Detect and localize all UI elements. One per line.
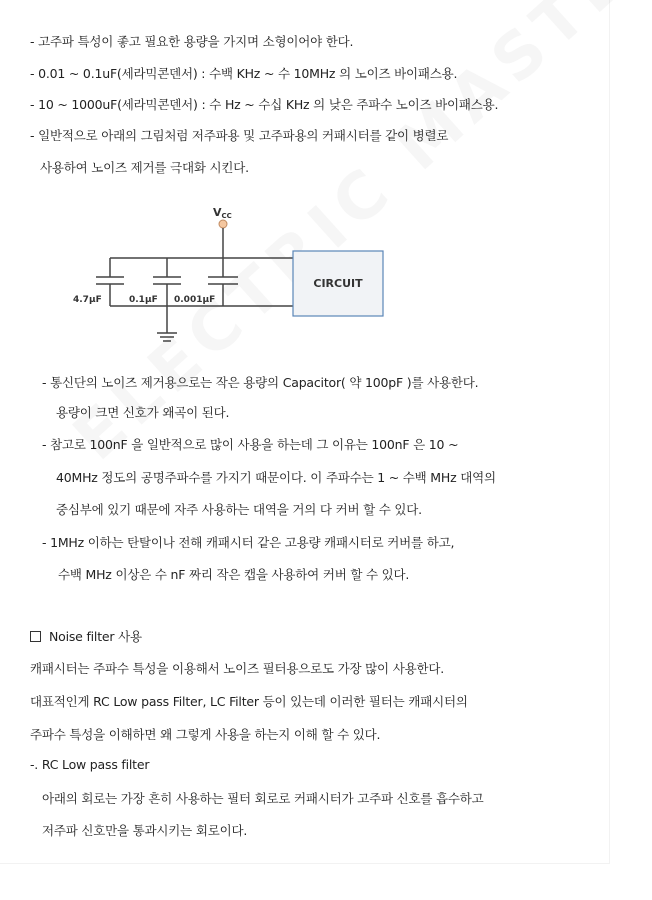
text-line: 용량이 크면 신호가 왜곡이 된다. — [56, 405, 230, 420]
text-line: - 1MHz 이하는 탄탈이나 전해 캐패시터 같은 고용량 캐패시터로 커버를 하고, — [42, 535, 455, 550]
text-line: - 10 ~ 1000uF(세라믹콘덴서) : 수 Hz ~ 수십 KHz 의 낮은 주파수 노이즈 바이패스용. — [30, 97, 499, 112]
section-heading: Noise filter 사용 — [30, 627, 142, 645]
text-line: 40MHz 정도의 공명주파수를 가지기 때문이다. 이 주파수는 1 ~ 수백 MHz 대역의 — [56, 470, 496, 485]
text-line: - 통신단의 노이즈 제거용으로는 작은 용량의 Capacitor( 약 100pF )를 사용한다. — [42, 375, 479, 390]
text-line: - 일반적으로 아래의 그림처럼 저주파용 및 고주파용의 커패시터를 같이 병렬로 — [30, 128, 449, 143]
text-line: 캐패시터는 주파수 특성을 이용해서 노이즈 필터용으로도 가장 많이 사용한다. — [30, 661, 444, 676]
text-line: 수백 MHz 이상은 수 nF 짜리 작은 캡을 사용하여 커버 할 수 있다. — [58, 567, 410, 582]
text-line: 저주파 신호만을 통과시키는 회로이다. — [42, 823, 248, 838]
text-line: 대표적인게 RC Low pass Filter, LC Filter 등이 있는데 이러한 필터는 캐패시터의 — [30, 694, 468, 709]
capacitor-circuit-diagram — [60, 190, 400, 350]
text-line: 주파수 특성을 이해하면 왜 그렇게 사용을 하는지 이해 할 수 있다. — [30, 727, 381, 742]
text-line: 아래의 회로는 가장 흔히 사용하는 필터 회로로 커패시터가 고주파 신호를 흡수하고 — [42, 791, 484, 806]
cap-label-4.7uF: 4.7μF — [73, 295, 102, 305]
vcc-label: VCC — [213, 206, 232, 220]
text-line: -. RC Low pass filter — [30, 757, 150, 772]
vcc-terminal — [219, 220, 227, 228]
wires — [96, 228, 296, 341]
text-line: 중심부에 있기 때문에 자주 사용하는 대역을 거의 다 커버 할 수 있다. — [56, 502, 422, 517]
text-line: - 고주파 특성이 좋고 필요한 용량을 가지며 소형이어야 한다. — [30, 34, 354, 49]
cap-label-0.001uF: 0.001μF — [174, 295, 216, 305]
cap-label-0.1uF: 0.1μF — [129, 295, 158, 305]
text-line: - 참고로 100nF 을 일반적으로 많이 사용을 하는데 그 이유는 100nF 은 10 ~ — [42, 437, 459, 452]
text-line: 사용하여 노이즈 제거를 극대화 시킨다. — [40, 160, 249, 175]
text-line: - 0.01 ~ 0.1uF(세라믹콘덴서) : 수백 KHz ~ 수 10MHz 의 노이즈 바이패스용. — [30, 66, 458, 81]
checkbox-square-icon — [30, 631, 41, 642]
circuit-label: CIRCUIT — [313, 277, 363, 290]
